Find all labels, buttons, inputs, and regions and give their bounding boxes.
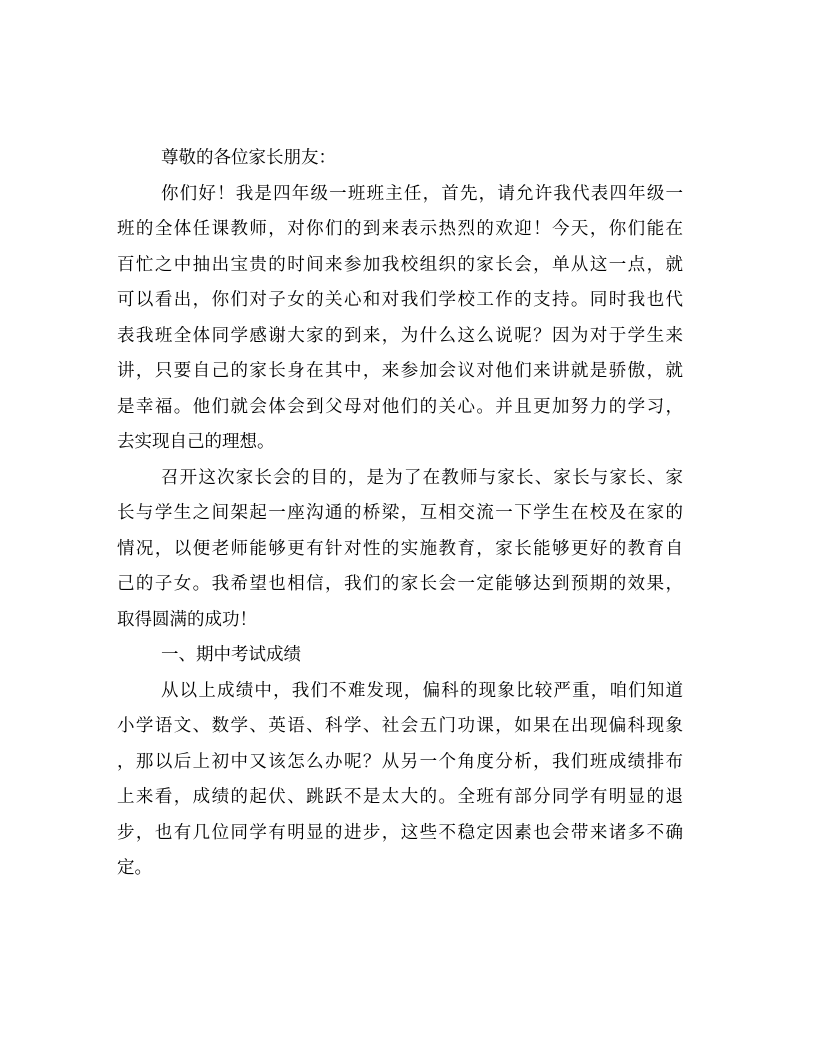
paragraph-line: 步，也有几位同学有明显的进步，这些不稳定因素也会带来诸多不确: [117, 822, 683, 843]
section-heading: 一、期中考试成绩: [161, 645, 301, 665]
paragraph-line: 班的全体任课教师，对你们的到来表示热烈的欢迎！今天，你们能在: [117, 219, 683, 239]
paragraph-line: 召开这次家长会的目的，是为了在教师与家长、家长与家长、家: [161, 467, 683, 488]
paragraph-line: ，那以后上初中又该怎么办呢？从另一个角度分析，我们班成绩排布: [117, 751, 683, 772]
paragraph-line: 从以上成绩中，我们不难发现，偏科的现象比较严重，咱们知道: [161, 680, 683, 701]
paragraph-welcome: [117, 177, 683, 461]
paragraph-line: 可以看出，你们对子女的关心和对我们学校工作的支持。同时我也代: [117, 290, 683, 310]
paragraph-line: 百忙之中抽出宝贵的时间来参加我校组织的家长会，单从这一点，就: [117, 254, 683, 275]
paragraph-line: 己的子女。我希望也相信，我们的家长会一定能够达到预期的效果，: [117, 574, 683, 594]
paragraph-exam-results: [117, 674, 683, 887]
paragraph-line: 取得圆满的成功！: [117, 609, 257, 630]
paragraph-line: 上来看，成绩的起伏、跳跃不是太大的。全班有部分同学有明显的退: [117, 787, 683, 807]
greeting-line: 尊敬的各位家长朋友：: [161, 148, 336, 168]
paragraph-line: 长与学生之间架起一座沟通的桥梁，互相交流一下学生在校及在家的: [117, 503, 683, 523]
paragraph-line: 是幸福。他们就会体会到父母对他们的关心。并且更加努力的学习，: [117, 396, 683, 417]
document-body: [117, 141, 683, 887]
paragraph-line: 小学语文、数学、英语、科学、社会五门功课，如果在出现偏科现象: [117, 716, 683, 736]
paragraph-line: 你们好！我是四年级一班班主任，首先，请允许我代表四年级一: [161, 183, 683, 204]
paragraph-line: 表我班全体同学感谢大家的到来，为什么这么说呢？因为对于学生来: [117, 325, 683, 346]
paragraph-line: 去实现自己的理想。: [117, 432, 275, 452]
paragraph-line: 讲，只要自己的家长身在其中，来参加会议对他们来讲就是骄傲，就: [117, 361, 683, 381]
paragraph-line: 情况，以便老师能够更有针对性的实施教育，家长能够更好的教育自: [117, 538, 683, 559]
paragraph-line: 定。: [117, 858, 152, 878]
paragraph-purpose: [117, 461, 683, 639]
